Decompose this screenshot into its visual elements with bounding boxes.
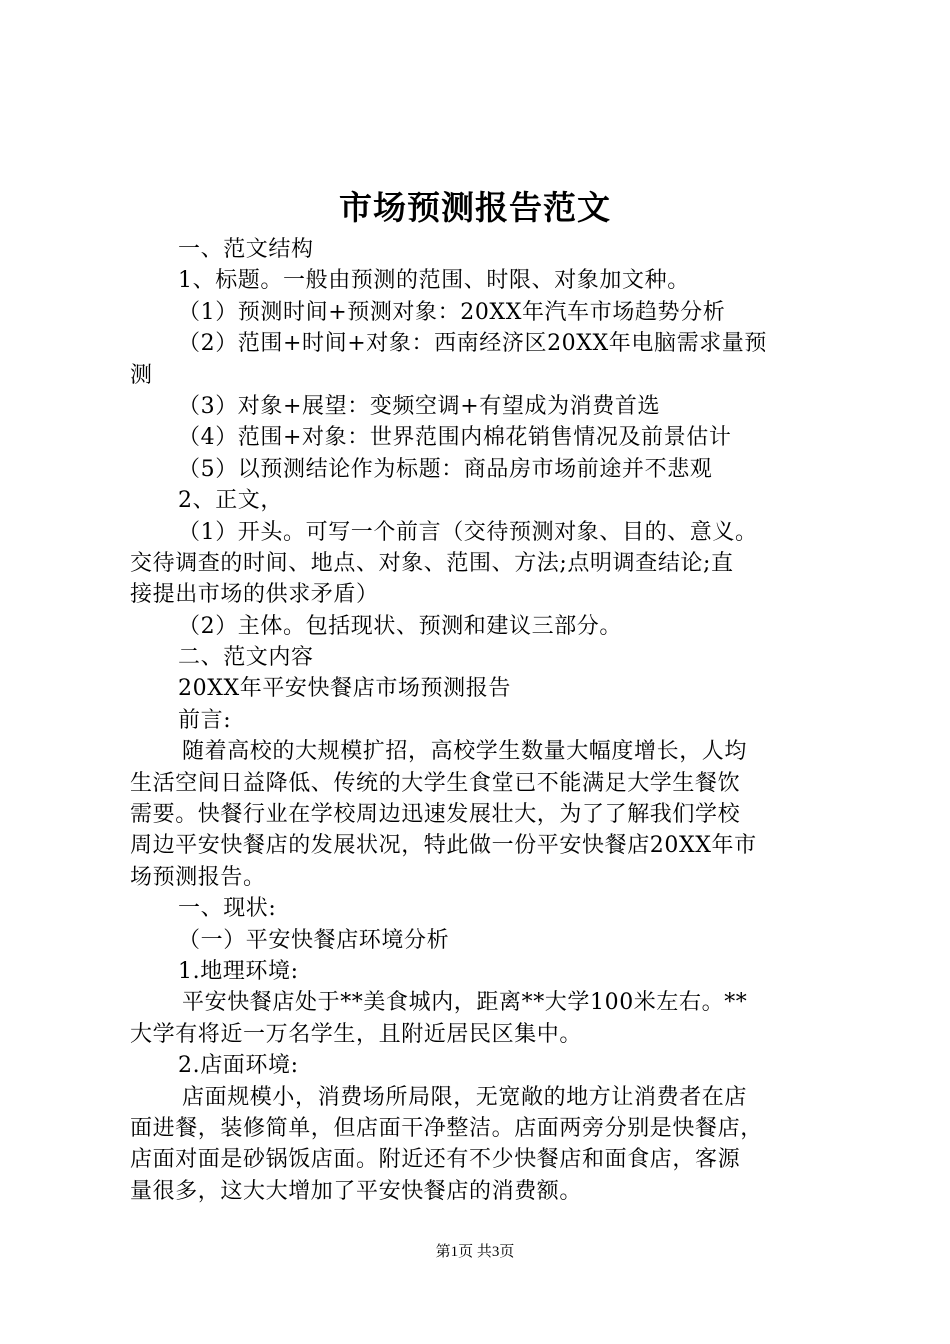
text-line: 1.地理环境: [178,958,299,984]
text-line: 平安快餐店处于**美食城内，距离**大学100米左右。** [182,990,748,1016]
text-line: （2）范围+时间+对象：西南经济区20XX年电脑需求量预 [178,331,767,357]
text-line: （5）以预测结论作为标题：商品房市场前途并不悲观 [178,456,713,482]
text-line: （1）开头。可写一个前言（交待预测对象、目的、意义。 [178,519,758,545]
text-line: （4）范围+对象：世界范围内棉花销售情况及前景估计 [178,425,732,451]
text-line: （1）预测时间+预测对象：20XX年汽车市场趋势分析 [178,299,726,325]
text-line: 二、范文内容 [178,645,314,671]
text-line: 2、正文， [178,488,283,514]
text-line: （一）平安快餐店环境分析 [178,927,450,953]
text-line: 随着高校的大规模扩招，高校学生数量大幅度增长，人均 [182,739,748,765]
text-line: 量很多，这大大增加了平安快餐店的消费额。 [130,1178,583,1204]
text-line: 接提出市场的供求矛盾） [130,582,379,608]
page-footer: 第1页 共3页 [435,1244,515,1260]
text-line: 店面规模小，消费场所局限，无宽敞的地方让消费者在店 [182,1084,748,1110]
text-line: 店面对面是砂锅饭店面。附近还有不少快餐店和面食店，客源 [130,1147,741,1173]
text-line: 需要。快餐行业在学校周边迅速发展壮大，为了了解我们学校 [130,802,741,828]
text-line: 生活空间日益降低、传统的大学生食堂已不能满足大学生餐饮 [130,770,741,796]
text-line: 2.店面环境: [178,1053,299,1079]
text-line: （3）对象+展望：变频空调+有望成为消费首选 [178,393,661,419]
text-line: （2）主体。包括现状、预测和建议三部分。 [178,613,622,639]
text-line: 面进餐，装修简单，但店面干净整洁。店面两旁分别是快餐店， [130,1115,763,1141]
text-line: 大学有将近一万名学生，且附近居民区集中。 [130,1021,583,1047]
text-line: 前言: [178,707,232,733]
text-line: 一、范文结构 [178,237,314,262]
text-line: 场预测报告。 [130,864,266,890]
text-line: 20XX年平安快餐店市场预测报告 [178,676,511,702]
text-line: 一、现状: [178,896,277,922]
document-body [130,234,830,1207]
text-line: 1、标题。一般由预测的范围、时限、对象加文种。 [178,268,690,294]
text-line: 测 [130,362,153,388]
document-title: 市场预测报告范文 [339,188,611,227]
text-line: 周边平安快餐店的发展状况，特此做一份平安快餐店20XX年市 [130,833,757,859]
text-line: 交待调查的时间、地点、对象、范围、方法;点明调查结论;直 [130,550,734,576]
